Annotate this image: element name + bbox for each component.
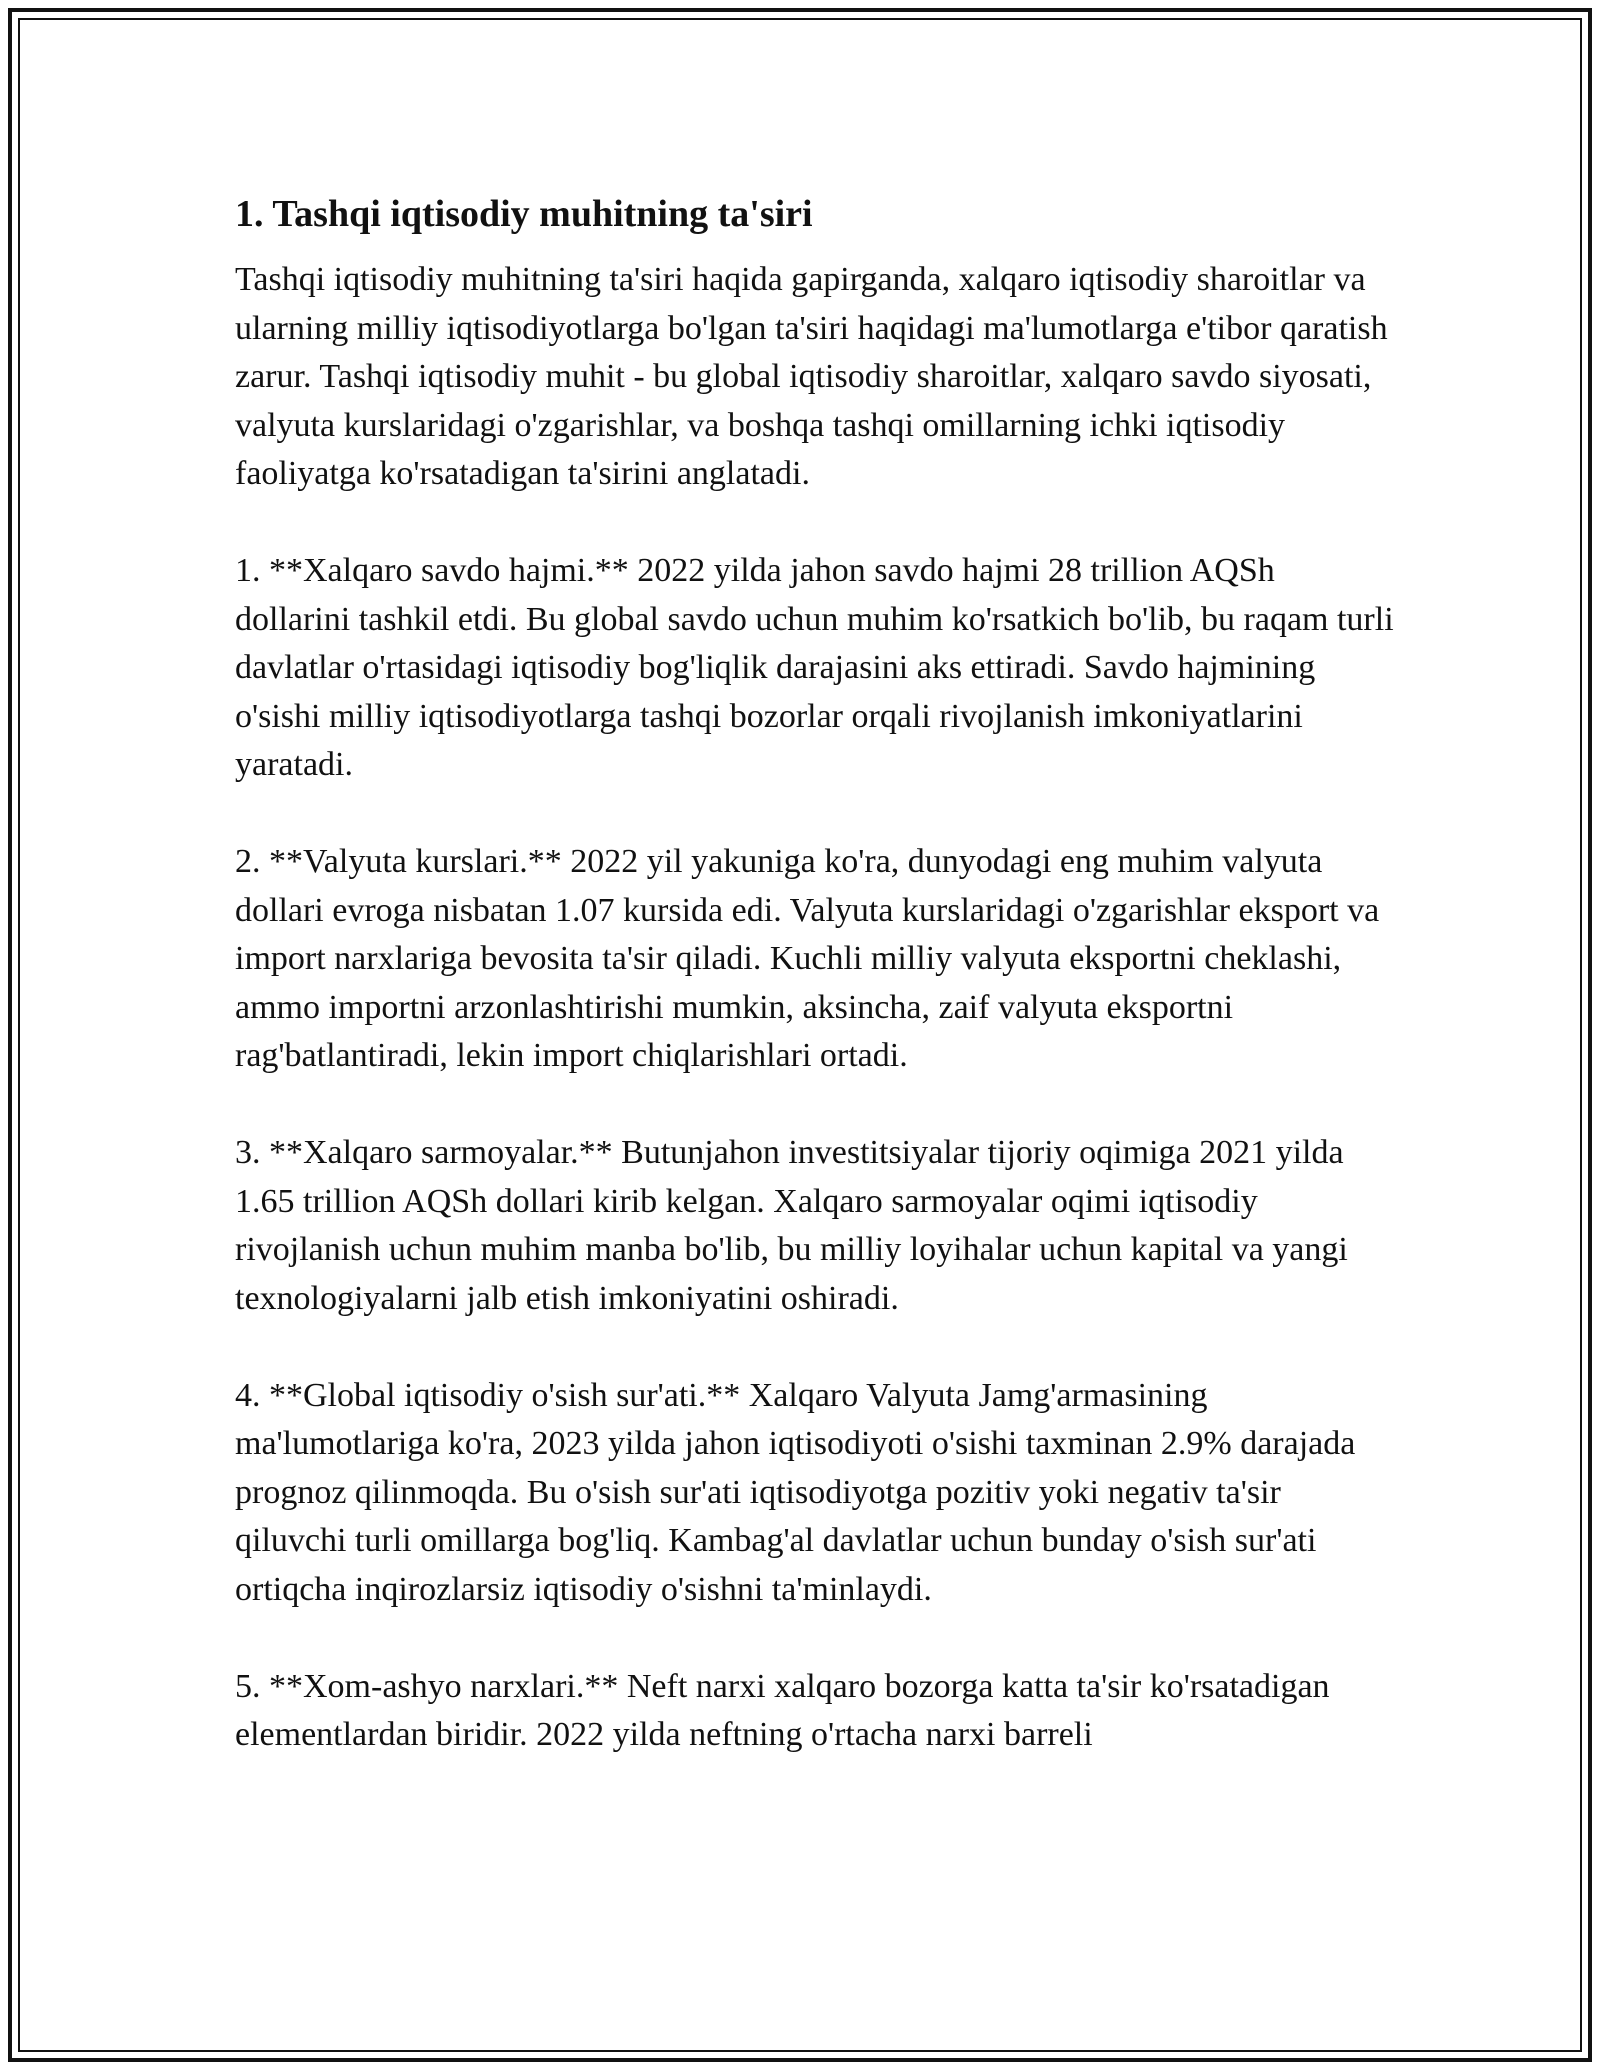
- exchange-rates-paragraph: 2. **Valyuta kurslari.** 2022 yil yakuniga ko'ra, dunyodagi eng muhim valyuta dollari evroga nisbatan 1.07 kursida edi. Valyuta kurslaridagi o'zgarishlar eksport va import narxlariga bevosita ta'sir qiladi. Kuchli milliy valyuta eksportni cheklashi, ammo importni arzonlashtirishi mumkin, aksincha, zaif valyuta eksportni rag'batlantiradi, lekin import chiqlarishlari ortadi.: [235, 843, 1380, 1074]
- investments-paragraph: 3. **Xalqaro sarmoyalar.** Butunjahon investitsiyalar tijoriy oqimiga 2021 yilda 1.65 trillion AQSh dollari kirib kelgan. Xalqaro sarmoyalar oqimi iqtisodiy rivojlanish uchun muhim manba bo'lib, bu milliy loyihalar uchun kapital va yangi texnologiyalarni jalb etish imkoniyatini oshiradi.: [235, 1134, 1348, 1317]
- commodity-prices-paragraph: 5. **Xom-ashyo narxlari.** Neft narxi xalqaro bozorga katta ta'sir ko'rsatadigan elementlardan biridir. 2022 yilda neftning o'rtacha narxi barreli: [235, 1667, 1330, 1753]
- document-body: [235, 188, 1395, 1808]
- trade-volume-paragraph: 1. **Xalqaro savdo hajmi.** 2022 yilda jahon savdo hajmi 28 trillion AQSh dollarini tashkil etdi. Bu global savdo uchun muhim ko'rsatkich bo'lib, bu raqam turli davlatlar o'rtasidagi iqtisodiy bog'liqlik darajasini aks ettiradi. Savdo hajmining o'sishi milliy iqtisodiyotlarga tashqi bozorlar orqali rivojlanish imkoniyatlarini yaratadi.: [235, 552, 1394, 783]
- section-heading: 1. Tashqi iqtisodiy muhitning ta'siri: [235, 193, 813, 235]
- intro-paragraph: Tashqi iqtisodiy muhitning ta'siri haqida gapirganda, xalqaro iqtisodiy sharoitlar va ularning milliy iqtisodiyotlarga bo'lgan ta'siri haqidagi ma'lumotlarga e'tibor qaratish zarur. Tashqi iqtisodiy muhit - bu global iqtisodiy sharoitlar, xalqaro savdo siyosati, valyuta kurslaridagi o'zgarishlar, va boshqa tashqi omillarning ichki iqtisodiy faoliyatga ko'rsatadigan ta'sirini anglatadi.: [235, 261, 1388, 492]
- growth-rate-paragraph: 4. **Global iqtisodiy o'sish sur'ati.** Xalqaro Valyuta Jamg'armasining ma'lumotlariga ko'ra, 2023 yilda jahon iqtisodiyoti o'sishi taxminan 2.9% darajada prognoz qilinmoqda. Bu o'sish sur'ati iqtisodiyotga pozitiv yoki negativ ta'sir qiluvchi turli omillarga bog'liq. Kambag'al davlatlar uchun bunday o'sish sur'ati ortiqcha inqirozlarsiz iqtisodiy o'sishni ta'minlaydi.: [235, 1376, 1356, 1608]
